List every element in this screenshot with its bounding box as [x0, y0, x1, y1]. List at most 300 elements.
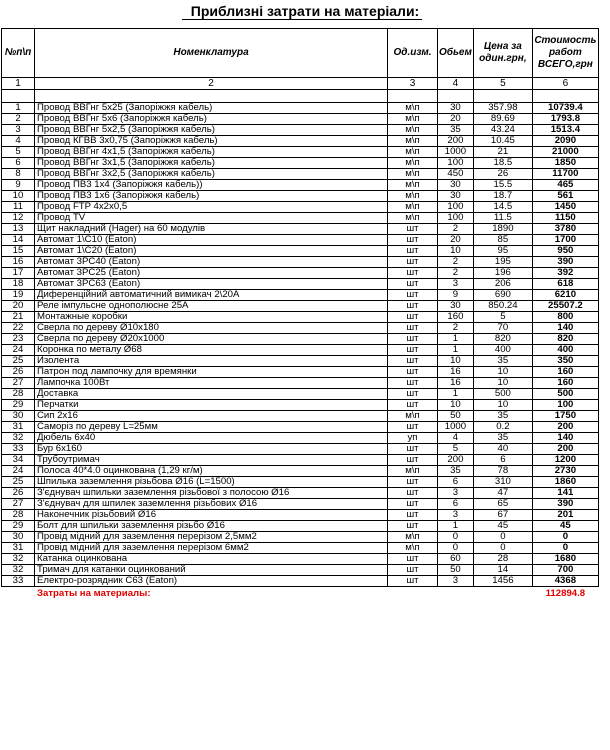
row-unit: шт: [388, 389, 438, 400]
row-cost: 500: [532, 389, 598, 400]
row-price: 95: [473, 246, 532, 257]
row-name: Електро-розрядник С63 (Eaton): [35, 576, 388, 587]
row-price: 0: [473, 543, 532, 554]
table-row: [2, 202, 599, 213]
row-cost: 1150: [532, 213, 598, 224]
row-name: Доставка: [35, 389, 388, 400]
row-unit: м\п: [388, 147, 438, 158]
row-number: 23: [2, 334, 35, 345]
row-unit: шт: [388, 323, 438, 334]
row-price: 820: [473, 334, 532, 345]
row-name: Автомат 3PC40 (Eaton): [35, 257, 388, 268]
row-cost: 160: [532, 367, 598, 378]
row-cost: 950: [532, 246, 598, 257]
row-qty: 2: [438, 268, 474, 279]
table-row: [2, 345, 599, 356]
row-price: 5: [473, 312, 532, 323]
row-qty: 1: [438, 334, 474, 345]
column-numbers-row: [2, 78, 599, 90]
table-row: [2, 422, 599, 433]
row-price: 850.24: [473, 301, 532, 312]
table-row: [2, 147, 599, 158]
row-price: 10.45: [473, 136, 532, 147]
row-name: Перчатки: [35, 400, 388, 411]
row-cost: 1700: [532, 235, 598, 246]
table-row: [2, 334, 599, 345]
row-cost: 0: [532, 532, 598, 543]
table-row: [2, 521, 599, 532]
row-name: Болт для шпильки заземлення різьбо Ø16: [35, 521, 388, 532]
row-name: Саморіз по дереву L=25мм: [35, 422, 388, 433]
table-row: [2, 224, 599, 235]
row-unit: шт: [388, 488, 438, 499]
total-value: 112894.8: [532, 587, 598, 601]
row-name: Провод ВВГнг 5х2,5 (Запоріжжя кабель): [35, 125, 388, 136]
row-cost: 11700: [532, 169, 598, 180]
row-cost: 200: [532, 422, 598, 433]
row-number: 5: [2, 147, 35, 158]
row-qty: 30: [438, 301, 474, 312]
row-number: 25: [2, 356, 35, 367]
row-qty: 3: [438, 279, 474, 290]
row-cost: 1860: [532, 477, 598, 488]
row-price: 10: [473, 367, 532, 378]
row-number: 6: [2, 158, 35, 169]
row-price: 15.5: [473, 180, 532, 191]
table-row: [2, 444, 599, 455]
row-name: Провод TV: [35, 213, 388, 224]
row-name: Сип 2х16: [35, 411, 388, 422]
row-cost: 10739.4: [532, 103, 598, 114]
row-number: 30: [2, 532, 35, 543]
row-number: 29: [2, 521, 35, 532]
row-unit: шт: [388, 444, 438, 455]
row-qty: 10: [438, 356, 474, 367]
table-row: [2, 136, 599, 147]
row-name: Автомат 3PC63 (Eaton): [35, 279, 388, 290]
table-row: [2, 235, 599, 246]
row-qty: 6: [438, 499, 474, 510]
table-row: [2, 213, 599, 224]
row-qty: 0: [438, 532, 474, 543]
row-price: 40: [473, 444, 532, 455]
row-price: 85: [473, 235, 532, 246]
row-qty: 5: [438, 444, 474, 455]
row-cost: 6210: [532, 290, 598, 301]
header-unit: Од.изм.: [388, 29, 438, 78]
row-number: 9: [2, 180, 35, 191]
row-cost: 2730: [532, 466, 598, 477]
row-qty: 3: [438, 488, 474, 499]
col-number: 1: [2, 78, 35, 90]
materials-table: [1, 28, 599, 600]
row-name: З'єднувач для шпилек заземлення різьбових Ø16: [35, 499, 388, 510]
row-unit: шт: [388, 477, 438, 488]
row-unit: м\п: [388, 103, 438, 114]
table-row: [2, 180, 599, 191]
row-name: Провод FTP 4х2х0,5: [35, 202, 388, 213]
row-price: 14: [473, 565, 532, 576]
row-price: 43.24: [473, 125, 532, 136]
row-number: 34: [2, 455, 35, 466]
row-number: 27: [2, 499, 35, 510]
row-cost: 100: [532, 400, 598, 411]
row-name: Реле імпульсне однополюсне 25А: [35, 301, 388, 312]
row-number: 29: [2, 400, 35, 411]
row-name: Провод КГВВ 3х0,75 (Запоріжжя кабель): [35, 136, 388, 147]
row-price: 35: [473, 356, 532, 367]
row-unit: шт: [388, 235, 438, 246]
row-unit: шт: [388, 356, 438, 367]
row-name: Щит накладний (Hager) на 60 модулів: [35, 224, 388, 235]
row-price: 26: [473, 169, 532, 180]
row-number: 31: [2, 422, 35, 433]
row-unit: шт: [388, 301, 438, 312]
row-name: Коронка по металу Ø68: [35, 345, 388, 356]
row-number: 3: [2, 125, 35, 136]
row-price: 14.5: [473, 202, 532, 213]
row-qty: 3: [438, 510, 474, 521]
row-qty: 60: [438, 554, 474, 565]
row-qty: 30: [438, 180, 474, 191]
table-row: [2, 378, 599, 389]
row-name: Автомат 1\C20 (Eaton): [35, 246, 388, 257]
total-row: [2, 587, 599, 601]
row-price: 0.2: [473, 422, 532, 433]
row-number: 11: [2, 202, 35, 213]
row-price: 196: [473, 268, 532, 279]
row-qty: 3: [438, 576, 474, 587]
row-price: 1456: [473, 576, 532, 587]
row-unit: шт: [388, 499, 438, 510]
row-unit: шт: [388, 224, 438, 235]
row-unit: шт: [388, 576, 438, 587]
row-number: 24: [2, 345, 35, 356]
row-cost: 1750: [532, 411, 598, 422]
row-number: 14: [2, 235, 35, 246]
row-unit: шт: [388, 334, 438, 345]
row-price: 1890: [473, 224, 532, 235]
row-number: 32: [2, 565, 35, 576]
row-qty: 20: [438, 114, 474, 125]
table-row: [2, 257, 599, 268]
row-cost: 141: [532, 488, 598, 499]
row-price: 690: [473, 290, 532, 301]
row-name: Патрон под лампочку для времянки: [35, 367, 388, 378]
row-cost: 3780: [532, 224, 598, 235]
row-price: 18.7: [473, 191, 532, 202]
col-number: 6: [532, 78, 598, 90]
row-cost: 160: [532, 378, 598, 389]
row-unit: м\п: [388, 180, 438, 191]
row-qty: 1: [438, 521, 474, 532]
row-cost: 200: [532, 444, 598, 455]
table-row: [2, 543, 599, 554]
row-name: Бур 6х160: [35, 444, 388, 455]
spacer-row: [2, 90, 599, 103]
row-number: 12: [2, 213, 35, 224]
row-price: 6: [473, 455, 532, 466]
row-price: 10: [473, 378, 532, 389]
row-cost: 390: [532, 499, 598, 510]
row-number: 26: [2, 488, 35, 499]
row-unit: шт: [388, 554, 438, 565]
row-name: Провод ВВГнг 5х25 (Запоріжжя кабель): [35, 103, 388, 114]
row-qty: 2: [438, 257, 474, 268]
row-name: Изолента: [35, 356, 388, 367]
title-underline: [182, 19, 422, 20]
table-row: [2, 554, 599, 565]
table-row: [2, 576, 599, 587]
row-cost: 21000: [532, 147, 598, 158]
row-unit: шт: [388, 367, 438, 378]
row-number: 22: [2, 323, 35, 334]
row-name: Провід мідний для заземлення перерізом 2,5мм2: [35, 532, 388, 543]
row-price: 195: [473, 257, 532, 268]
header-price: Цена за один.грн,: [473, 29, 532, 78]
row-name: Провід мідний для заземлення перерізом 6мм2: [35, 543, 388, 554]
row-name: Шпилька заземлення різьбова Ø16 (L=1500): [35, 477, 388, 488]
table-row: [2, 158, 599, 169]
table-row: [2, 411, 599, 422]
table-row: [2, 191, 599, 202]
row-unit: шт: [388, 400, 438, 411]
row-cost: 390: [532, 257, 598, 268]
row-number: 31: [2, 543, 35, 554]
page-title: Приблизні затрати на матеріали:: [190, 3, 420, 19]
row-number: 32: [2, 554, 35, 565]
row-qty: 30: [438, 191, 474, 202]
row-number: 10: [2, 191, 35, 202]
row-unit: м\п: [388, 543, 438, 554]
table-row: [2, 356, 599, 367]
row-cost: 1850: [532, 158, 598, 169]
row-cost: 800: [532, 312, 598, 323]
row-cost: 140: [532, 323, 598, 334]
row-price: 47: [473, 488, 532, 499]
row-number: 27: [2, 378, 35, 389]
row-unit: шт: [388, 565, 438, 576]
header-qty: Обьем: [438, 29, 474, 78]
row-price: 18.5: [473, 158, 532, 169]
row-price: 206: [473, 279, 532, 290]
row-cost: 140: [532, 433, 598, 444]
row-qty: 1: [438, 345, 474, 356]
col-number: 5: [473, 78, 532, 90]
row-unit: м\п: [388, 191, 438, 202]
row-price: 400: [473, 345, 532, 356]
row-name: Провод ВВГнг 5х6 (Запоріжжя кабель): [35, 114, 388, 125]
row-cost: 1680: [532, 554, 598, 565]
row-unit: шт: [388, 279, 438, 290]
row-qty: 10: [438, 246, 474, 257]
row-number: 21: [2, 312, 35, 323]
row-number: 33: [2, 444, 35, 455]
table-row: [2, 510, 599, 521]
row-qty: 450: [438, 169, 474, 180]
row-number: 28: [2, 389, 35, 400]
row-unit: м\п: [388, 169, 438, 180]
row-unit: м\п: [388, 114, 438, 125]
table-row: [2, 301, 599, 312]
table-row: [2, 389, 599, 400]
row-cost: 0: [532, 543, 598, 554]
table-row: [2, 290, 599, 301]
row-qty: 35: [438, 466, 474, 477]
row-price: 310: [473, 477, 532, 488]
col-number: 3: [388, 78, 438, 90]
row-cost: 1793.8: [532, 114, 598, 125]
row-number: 33: [2, 576, 35, 587]
row-price: 500: [473, 389, 532, 400]
row-price: 45: [473, 521, 532, 532]
row-cost: 561: [532, 191, 598, 202]
row-name: Сверла по дереву Ø20х1000: [35, 334, 388, 345]
row-cost: 201: [532, 510, 598, 521]
row-number: 13: [2, 224, 35, 235]
row-qty: 100: [438, 202, 474, 213]
row-number: 18: [2, 279, 35, 290]
table-row: [2, 477, 599, 488]
table-row: [2, 268, 599, 279]
col-number: 4: [438, 78, 474, 90]
table-row: [2, 114, 599, 125]
row-price: 35: [473, 433, 532, 444]
row-unit: м\п: [388, 125, 438, 136]
row-unit: шт: [388, 312, 438, 323]
row-qty: 2: [438, 224, 474, 235]
row-number: 25: [2, 477, 35, 488]
row-unit: м\п: [388, 411, 438, 422]
row-qty: 50: [438, 411, 474, 422]
row-name: Лампочка 100Вт: [35, 378, 388, 389]
table-row: [2, 103, 599, 114]
row-qty: 1000: [438, 147, 474, 158]
row-name: Провод ВВГнг 3х1,5 (Запоріжжя кабель): [35, 158, 388, 169]
row-cost: 700: [532, 565, 598, 576]
row-name: Полоса 40*4.0 оцинкована (1,29 кг/м): [35, 466, 388, 477]
row-cost: 400: [532, 345, 598, 356]
row-name: Автомат 3PC25 (Eaton): [35, 268, 388, 279]
row-price: 35: [473, 411, 532, 422]
row-cost: 45: [532, 521, 598, 532]
row-qty: 16: [438, 378, 474, 389]
row-unit: шт: [388, 455, 438, 466]
row-number: 2: [2, 114, 35, 125]
row-name: Провод ПВ3 1х6 (Запоріжжя кабель): [35, 191, 388, 202]
row-unit: шт: [388, 378, 438, 389]
row-number: 20: [2, 301, 35, 312]
row-qty: 30: [438, 103, 474, 114]
row-name: Катанка оцинкована: [35, 554, 388, 565]
row-name: Провод ПВ3 1х4 (Запоріжжя кабель)): [35, 180, 388, 191]
row-unit: шт: [388, 290, 438, 301]
row-unit: м\п: [388, 202, 438, 213]
row-unit: шт: [388, 345, 438, 356]
row-number: 19: [2, 290, 35, 301]
row-cost: 820: [532, 334, 598, 345]
row-qty: 10: [438, 400, 474, 411]
row-number: 16: [2, 257, 35, 268]
table-row: [2, 169, 599, 180]
row-price: 67: [473, 510, 532, 521]
row-unit: м\п: [388, 158, 438, 169]
row-name: Тримач для катанки оцинкований: [35, 565, 388, 576]
table-row: [2, 279, 599, 290]
row-price: 70: [473, 323, 532, 334]
header-row: [2, 29, 599, 78]
row-qty: 4: [438, 433, 474, 444]
row-number: 26: [2, 367, 35, 378]
row-cost: 1450: [532, 202, 598, 213]
table-row: [2, 532, 599, 543]
col-number: 2: [35, 78, 388, 90]
row-number: 24: [2, 466, 35, 477]
row-number: 28: [2, 510, 35, 521]
header-cost: Стоимость работ ВСЕГО,грн: [532, 29, 598, 78]
row-name: Монтажные коробки: [35, 312, 388, 323]
row-qty: 200: [438, 455, 474, 466]
row-qty: 16: [438, 367, 474, 378]
row-name: Наконечник різьбовий Ø16: [35, 510, 388, 521]
row-number: 4: [2, 136, 35, 147]
row-unit: м\п: [388, 136, 438, 147]
row-unit: м\п: [388, 213, 438, 224]
table-row: [2, 125, 599, 136]
row-cost: 350: [532, 356, 598, 367]
row-cost: 1200: [532, 455, 598, 466]
table-row: [2, 499, 599, 510]
row-qty: 9: [438, 290, 474, 301]
row-name: Провод ВВГнг 4х1,5 (Запоріжжя кабель): [35, 147, 388, 158]
row-name: Автомат 1\C10 (Eaton): [35, 235, 388, 246]
total-label: Затраты на материалы:: [35, 587, 388, 601]
header-name: Номенклатура: [35, 29, 388, 78]
row-cost: 618: [532, 279, 598, 290]
row-name: З'єднувач шпильки заземлення різьбової з полосою Ø16: [35, 488, 388, 499]
row-price: 89.69: [473, 114, 532, 125]
row-price: 21: [473, 147, 532, 158]
row-name: Дюбель 6х40: [35, 433, 388, 444]
table-row: [2, 565, 599, 576]
table-row: [2, 323, 599, 334]
row-unit: шт: [388, 422, 438, 433]
row-cost: 4368: [532, 576, 598, 587]
row-cost: 25507.2: [532, 301, 598, 312]
row-unit: шт: [388, 510, 438, 521]
row-name: Провод ВВГнг 3х2,5 (Запоріжжя кабель): [35, 169, 388, 180]
row-unit: уп: [388, 433, 438, 444]
row-qty: 160: [438, 312, 474, 323]
row-price: 65: [473, 499, 532, 510]
row-cost: 392: [532, 268, 598, 279]
row-name: Трубоутримач: [35, 455, 388, 466]
row-qty: 1000: [438, 422, 474, 433]
row-name: Диференційний автоматичний вимикач 2\20А: [35, 290, 388, 301]
row-unit: м\п: [388, 532, 438, 543]
table-row: [2, 488, 599, 499]
row-qty: 35: [438, 125, 474, 136]
row-unit: шт: [388, 257, 438, 268]
row-qty: 1: [438, 389, 474, 400]
row-qty: 0: [438, 543, 474, 554]
table-row: [2, 400, 599, 411]
row-cost: 1513.4: [532, 125, 598, 136]
header-num: №п\п: [2, 29, 35, 78]
row-number: 30: [2, 411, 35, 422]
row-unit: шт: [388, 268, 438, 279]
row-price: 0: [473, 532, 532, 543]
